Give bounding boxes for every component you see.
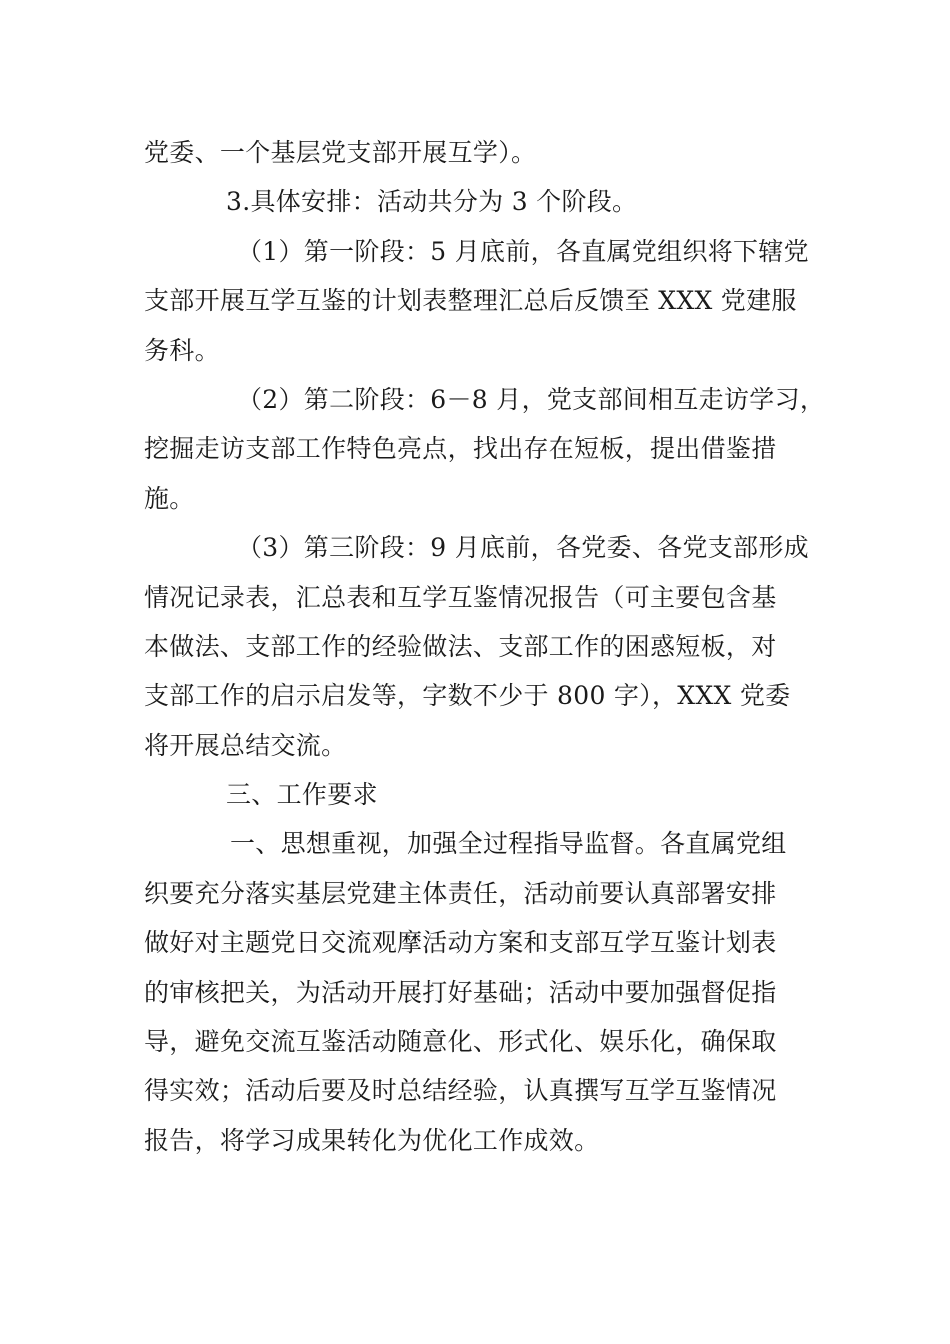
requirement-1-line: 做好对主题党日交流观摩活动方案和支部互学互鉴计划表 — [144, 928, 777, 958]
stage-3-line: （3）第三阶段：9 月底前，各党委、各党支部形成 — [237, 533, 809, 563]
requirement-1-line: 的审核把关，为活动开展打好基础；活动中要加强督促指 — [144, 977, 777, 1007]
requirement-1-line: 一、思想重视，加强全过程指导监督。各直属党组 — [230, 829, 787, 859]
paragraph-line: 党委、一个基层党支部开展互学）。 — [144, 138, 537, 167]
stage-3-line: 情况记录表，汇总表和互学互鉴情况报告（可主要包含基 — [144, 582, 777, 612]
stage-1-line: （1）第一阶段：5 月底前，各直属党组织将下辖党 — [237, 236, 809, 266]
section-heading: 三、工作要求 — [226, 780, 378, 810]
section-arrangement-line: 3.具体安排：活动共分为 3 个阶段。 — [226, 187, 638, 217]
stage-2-line: （2）第二阶段：6－8 月，党支部间相互走访学习， — [237, 384, 826, 414]
requirement-1-line: 导，避免交流互鉴活动随意化、形式化、娱乐化，确保取 — [144, 1027, 777, 1057]
stage-3-line: 将开展总结交流。 — [144, 730, 347, 760]
stage-1-line: 支部开展互学互鉴的计划表整理汇总后反馈至 XXX 党建服 — [144, 286, 797, 316]
stage-1-line: 务科。 — [144, 335, 220, 365]
stage-3-line: 本做法、支部工作的经验做法、支部工作的困惑短板，对 — [144, 631, 777, 661]
requirement-1-line: 报告，将学习成果转化为优化工作成效。 — [144, 1125, 600, 1155]
document-body — [144, 128, 834, 1165]
stage-3-line: 支部工作的启示启发等，字数不少于 800 字），XXX 党委 — [144, 681, 791, 711]
requirement-1-line: 得实效；活动后要及时总结经验，认真撰写互学互鉴情况 — [144, 1076, 777, 1106]
requirement-1-line: 织要充分落实基层党建主体责任，活动前要认真部署安排 — [144, 878, 777, 908]
stage-2-line: 施。 — [144, 483, 195, 513]
stage-2-line: 挖掘走访支部工作特色亮点，找出存在短板，提出借鉴措 — [144, 434, 777, 464]
